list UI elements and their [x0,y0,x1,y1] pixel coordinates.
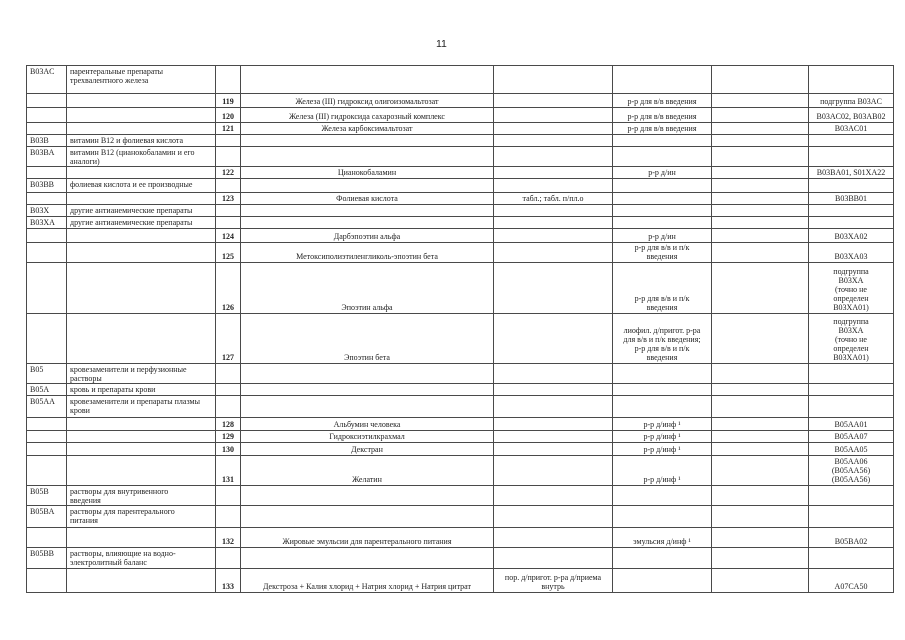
item-number-cell: 120 [216,108,241,123]
dosage-form-cell: эмульсия д/инф ¹ [613,528,712,548]
dosage-form-cell: р-р д/инф ¹ [613,456,712,486]
item-number-cell: 131 [216,456,241,486]
dosage-form-cell [613,569,712,593]
group-code-cell [27,243,67,263]
dosage-form-cell [613,205,712,217]
atc-code-cell: B05AA07 [809,431,894,443]
drug-name-cell: Метоксиполиэтиленгликоль-эпоэтин бета [241,243,494,263]
drug-name-cell [241,548,494,569]
drug-name-cell: Декстроза + Калия хлорид + Натрия хлорид + Натрия цитрат [241,569,494,593]
blank-cell [712,167,809,179]
oral-form-cell [494,243,613,263]
atc-code-cell [809,486,894,506]
group-name-cell: растворы для внутривенного введения [67,486,216,506]
blank-cell [712,396,809,418]
blank-cell [712,108,809,123]
blank-cell [712,569,809,593]
oral-form-cell [494,135,613,147]
item-number-cell [216,66,241,94]
oral-form-cell [494,528,613,548]
dosage-form-cell: р-р д/ин [613,229,712,243]
group-code-cell: B05BA [27,506,67,528]
blank-cell [712,123,809,135]
group-name-cell [67,229,216,243]
group-row [27,384,894,396]
dosage-form-cell [613,147,712,167]
group-code-cell: B05A [27,384,67,396]
drug-row [27,569,894,593]
dosage-form-cell [613,364,712,384]
drug-name-cell: Гидроксиэтилкрахмал [241,431,494,443]
dosage-form-cell: р-р д/инф ¹ [613,418,712,431]
group-code-cell [27,528,67,548]
item-number-cell: 127 [216,314,241,364]
drug-row [27,418,894,431]
oral-form-cell [494,147,613,167]
oral-form-cell [494,384,613,396]
atc-code-cell [809,217,894,229]
group-name-cell: растворы, влияющие на водно- электролитный баланс [67,548,216,569]
atc-code-cell [809,506,894,528]
drug-name-cell: Декстран [241,443,494,456]
dosage-form-cell [613,179,712,193]
drug-row [27,456,894,486]
blank-cell [712,94,809,108]
oral-form-cell [494,229,613,243]
atc-code-cell: B03XA03 [809,243,894,263]
atc-code-cell [809,384,894,396]
blank-cell [712,548,809,569]
atc-code-cell: B03BA01, S01XA22 [809,167,894,179]
group-name-cell [67,123,216,135]
atc-code-cell [809,179,894,193]
dosage-form-cell: р-р д/инф ¹ [613,431,712,443]
atc-code-cell: B03AC02, B03AB02 [809,108,894,123]
group-row [27,217,894,229]
dosage-form-cell: лиофил. д/пригот. р-ра для в/в и п/к введения; р-р для в/в и п/к введения [613,314,712,364]
item-number-cell [216,364,241,384]
group-code-cell: B05AA [27,396,67,418]
group-code-cell [27,94,67,108]
group-code-cell [27,263,67,314]
drug-row [27,314,894,364]
group-name-cell [67,193,216,205]
item-number-cell: 123 [216,193,241,205]
item-number-cell: 133 [216,569,241,593]
blank-cell [712,486,809,506]
group-code-cell [27,314,67,364]
item-number-cell [216,396,241,418]
page-number: 11 [436,38,447,50]
drug-row [27,108,894,123]
drug-name-cell [241,506,494,528]
group-name-cell: фолиевая кислота и ее производные [67,179,216,193]
drug-name-cell: Жировые эмульсии для парентерального питания [241,528,494,548]
oral-form-cell [494,179,613,193]
group-name-cell [67,528,216,548]
group-row [27,205,894,217]
dosage-form-cell [613,66,712,94]
atc-code-cell: B03AC01 [809,123,894,135]
item-number-cell: 132 [216,528,241,548]
item-number-cell [216,384,241,396]
group-row [27,179,894,193]
group-name-cell: кровь и препараты крови [67,384,216,396]
drug-row [27,528,894,548]
blank-cell [712,456,809,486]
drug-row [27,94,894,108]
blank-cell [712,179,809,193]
drug-row [27,167,894,179]
group-row [27,486,894,506]
group-row [27,364,894,384]
oral-form-cell [494,456,613,486]
blank-cell [712,528,809,548]
oral-form-cell [494,217,613,229]
group-code-cell: B03BA [27,147,67,167]
atc-code-cell: B05AA05 [809,443,894,456]
group-code-cell: B03B [27,135,67,147]
group-code-cell [27,123,67,135]
dosage-form-cell: р-р для в/в и п/к введения [613,263,712,314]
dosage-form-cell: р-р для в/в введения [613,94,712,108]
item-number-cell [216,486,241,506]
oral-form-cell [494,94,613,108]
drug-name-cell [241,66,494,94]
drug-name-cell [241,364,494,384]
atc-code-cell: B05BA02 [809,528,894,548]
dosage-form-cell: р-р для в/в и п/к введения [613,243,712,263]
blank-cell [712,431,809,443]
oral-form-cell [494,123,613,135]
group-name-cell: другие антианемические препараты [67,205,216,217]
group-code-cell [27,456,67,486]
item-number-cell [216,147,241,167]
blank-cell [712,217,809,229]
atc-code-cell [809,396,894,418]
atc-code-cell [809,147,894,167]
item-number-cell: 128 [216,418,241,431]
drug-name-cell [241,396,494,418]
atc-code-cell: подгруппа B03AC [809,94,894,108]
oral-form-cell [494,443,613,456]
group-code-cell [27,431,67,443]
drug-row [27,263,894,314]
group-code-cell: B03BB [27,179,67,193]
group-code-cell [27,108,67,123]
item-number-cell [216,179,241,193]
drug-name-cell: Альбумин человека [241,418,494,431]
oral-form-cell [494,66,613,94]
dosage-form-cell [613,506,712,528]
group-name-cell [67,314,216,364]
atc-code-cell: подгруппа B03XA (точно не определен B03XA01) [809,263,894,314]
drug-name-cell: Железа (III) гидроксида сахарозный комплекс [241,108,494,123]
drug-row [27,123,894,135]
drug-row [27,443,894,456]
drug-name-cell: Эпоэтин бета [241,314,494,364]
oral-form-cell: пор. д/пригот. р-ра д/приема внутрь [494,569,613,593]
group-code-cell: B03XA [27,217,67,229]
group-name-cell [67,443,216,456]
blank-cell [712,364,809,384]
drug-row [27,431,894,443]
oral-form-cell [494,396,613,418]
group-row [27,135,894,147]
drug-name-cell: Фолиевая кислота [241,193,494,205]
blank-cell [712,66,809,94]
atc-code-cell: B05AA06 (B05AA56) (B05AA56) [809,456,894,486]
atc-code-cell [809,66,894,94]
group-code-cell [27,167,67,179]
dosage-form-cell [613,396,712,418]
atc-code-cell [809,135,894,147]
item-number-cell: 124 [216,229,241,243]
drug-row [27,229,894,243]
dosage-form-cell: р-р д/ин [613,167,712,179]
item-number-cell: 125 [216,243,241,263]
drug-name-cell [241,205,494,217]
group-row [27,548,894,569]
group-name-cell: кровезаменители и препараты плазмы крови [67,396,216,418]
group-name-cell [67,418,216,431]
dosage-form-cell: р-р для в/в введения [613,108,712,123]
drug-name-cell: Дарбэпоэтин альфа [241,229,494,243]
blank-cell [712,506,809,528]
group-name-cell: кровезаменители и перфузионные растворы [67,364,216,384]
item-number-cell [216,506,241,528]
blank-cell [712,263,809,314]
oral-form-cell [494,548,613,569]
blank-cell [712,193,809,205]
drug-name-cell [241,486,494,506]
group-code-cell [27,193,67,205]
group-code-cell [27,569,67,593]
atc-code-cell: B03BB01 [809,193,894,205]
drug-name-cell: Железа карбоксимальтозат [241,123,494,135]
item-number-cell [216,135,241,147]
group-code-cell: B05 [27,364,67,384]
drug-name-cell [241,147,494,167]
group-name-cell [67,108,216,123]
item-number-cell: 126 [216,263,241,314]
dosage-form-cell [613,548,712,569]
group-name-cell: витамин B12 и фолиевая кислота [67,135,216,147]
blank-cell [712,147,809,167]
group-name-cell: растворы для парентерального питания [67,506,216,528]
group-code-cell: B05BB [27,548,67,569]
group-row [27,66,894,94]
item-number-cell [216,548,241,569]
group-code-cell: B05B [27,486,67,506]
group-row [27,506,894,528]
atc-code-cell [809,548,894,569]
item-number-cell [216,217,241,229]
oral-form-cell [494,364,613,384]
group-name-cell [67,456,216,486]
dosage-form-cell [613,135,712,147]
oral-form-cell [494,431,613,443]
group-name-cell [67,263,216,314]
group-code-cell: B03X [27,205,67,217]
drug-row [27,243,894,263]
group-name-cell: парентеральные препараты трехвалентного железа [67,66,216,94]
oral-form-cell [494,205,613,217]
blank-cell [712,135,809,147]
drug-name-cell: Эпоэтин альфа [241,263,494,314]
blank-cell [712,443,809,456]
dosage-form-cell [613,486,712,506]
item-number-cell: 121 [216,123,241,135]
oral-form-cell [494,314,613,364]
oral-form-cell: табл.; табл. п/пл.о [494,193,613,205]
blank-cell [712,418,809,431]
atc-code-cell [809,364,894,384]
atc-code-cell: B05AA01 [809,418,894,431]
blank-cell [712,229,809,243]
item-number-cell: 119 [216,94,241,108]
atc-code-cell: подгруппа B03XA (точно не определен B03XA01) [809,314,894,364]
group-row [27,396,894,418]
oral-form-cell [494,418,613,431]
drug-row [27,193,894,205]
drug-name-cell: Желатин [241,456,494,486]
group-name-cell [67,94,216,108]
group-code-cell [27,443,67,456]
dosage-form-cell [613,217,712,229]
dosage-form-cell [613,384,712,396]
oral-form-cell [494,486,613,506]
drug-name-cell [241,384,494,396]
item-number-cell: 122 [216,167,241,179]
oral-form-cell [494,108,613,123]
drug-list-table [26,65,894,593]
drug-name-cell [241,135,494,147]
blank-cell [712,384,809,396]
table-body [27,66,894,593]
item-number-cell: 130 [216,443,241,456]
drug-name-cell [241,179,494,193]
group-row [27,147,894,167]
drug-name-cell: Железа (III) гидроксид олигоизомальтозат [241,94,494,108]
group-name-cell [67,569,216,593]
group-name-cell: другие антианемические препараты [67,217,216,229]
blank-cell [712,205,809,217]
dosage-form-cell: р-р д/инф ¹ [613,443,712,456]
group-name-cell [67,243,216,263]
drug-name-cell: Цианокобаламин [241,167,494,179]
atc-code-cell: B03XA02 [809,229,894,243]
dosage-form-cell [613,193,712,205]
oral-form-cell [494,506,613,528]
oral-form-cell [494,263,613,314]
atc-code-cell: A07CA50 [809,569,894,593]
oral-form-cell [494,167,613,179]
blank-cell [712,314,809,364]
group-name-cell [67,167,216,179]
blank-cell [712,243,809,263]
dosage-form-cell: р-р для в/в введения [613,123,712,135]
item-number-cell [216,205,241,217]
group-code-cell: B03AC [27,66,67,94]
atc-code-cell [809,205,894,217]
group-name-cell [67,431,216,443]
group-code-cell [27,418,67,431]
group-name-cell: витамин B12 (цианокобаламин и его аналоги) [67,147,216,167]
drug-name-cell [241,217,494,229]
item-number-cell: 129 [216,431,241,443]
group-code-cell [27,229,67,243]
